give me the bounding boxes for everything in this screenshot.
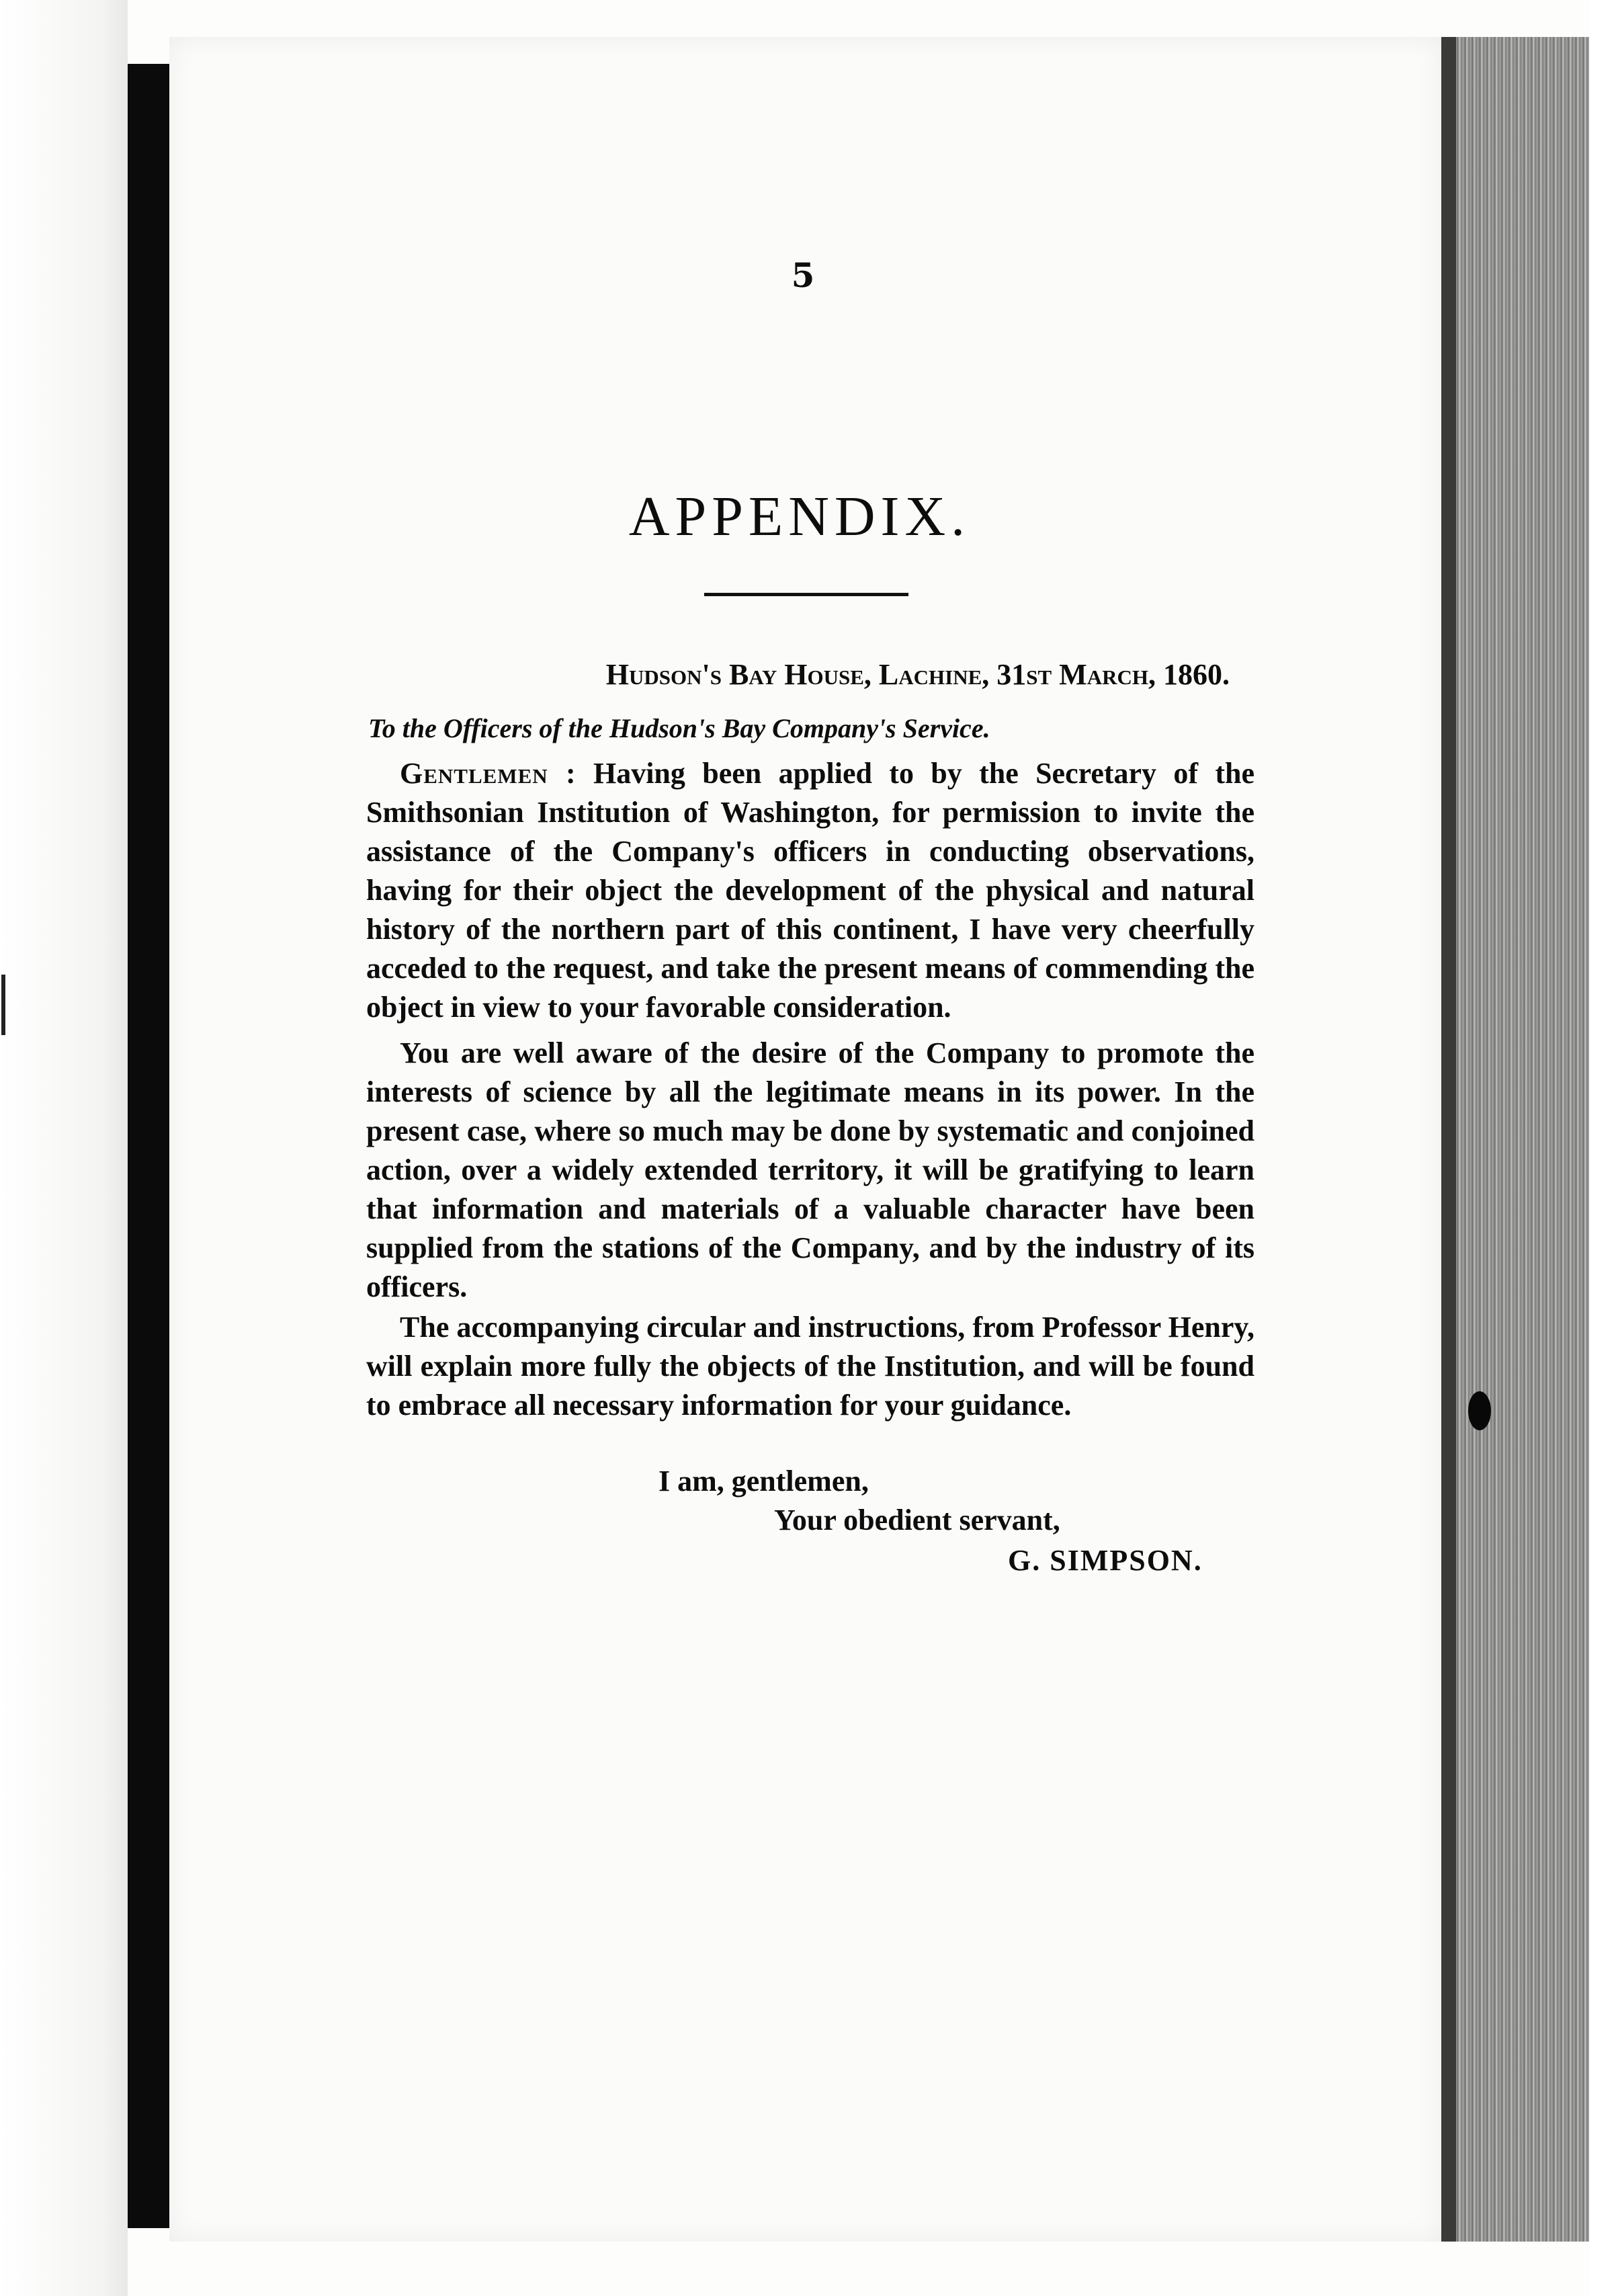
ink-blot (1468, 1391, 1491, 1430)
addressee: To the Officers of the Hudson's Bay Company's Service. (368, 713, 990, 743)
book-binding (128, 64, 169, 2228)
page-title: APPENDIX. (628, 485, 971, 548)
closing-line-2: Your obedient servant, (774, 1504, 1060, 1536)
page-edges (1441, 37, 1589, 2242)
salutation: Gentlemen : (400, 757, 577, 790)
closing-line-1: I am, gentlemen, (658, 1465, 869, 1498)
page-number: 5 (791, 255, 815, 295)
page-edge-shadow (1441, 37, 1456, 2242)
facing-page-margin (0, 0, 128, 2296)
facing-page-mark (1, 975, 5, 1015)
facing-page-mark (1, 1015, 5, 1035)
scan-margin (1589, 0, 1618, 2296)
paragraph-3: The accompanying circular and instructions, from Professor Henry, will explain more fully the objects of the Institution, and will be found to embrace all necessary information for your guidance. (366, 1311, 1254, 1422)
paragraph-1 (366, 754, 1254, 1027)
dateline: Hudson's Bay House, Lachine, 31st March, 1860. (605, 658, 1230, 691)
paragraph-2: You are well aware of the desire of the Company to promote the interests of science by all the legitimate means in its power. In the present case, where so much may be done by systematic and conjoined action, over a widely extended territory, it will be gratifying to learn that information and materials of a valuable character have been supplied from the stations of the Company, and by the industry of its officers. (366, 1036, 1254, 1303)
signature: G. SIMPSON. (1008, 1544, 1203, 1577)
title-rule (704, 593, 908, 596)
paragraph-1-text: Having been applied to by the Secretary of the Smithsonian Institution of Washington, for permission to invite the assistance of the Company's officers in conducting observations, having for their object the development of the physical and natural history of the northern part of this continent, I have very cheerfully acceded to the request, and take the present means of commending the object in view to your favorable consideration. (366, 757, 1255, 1024)
